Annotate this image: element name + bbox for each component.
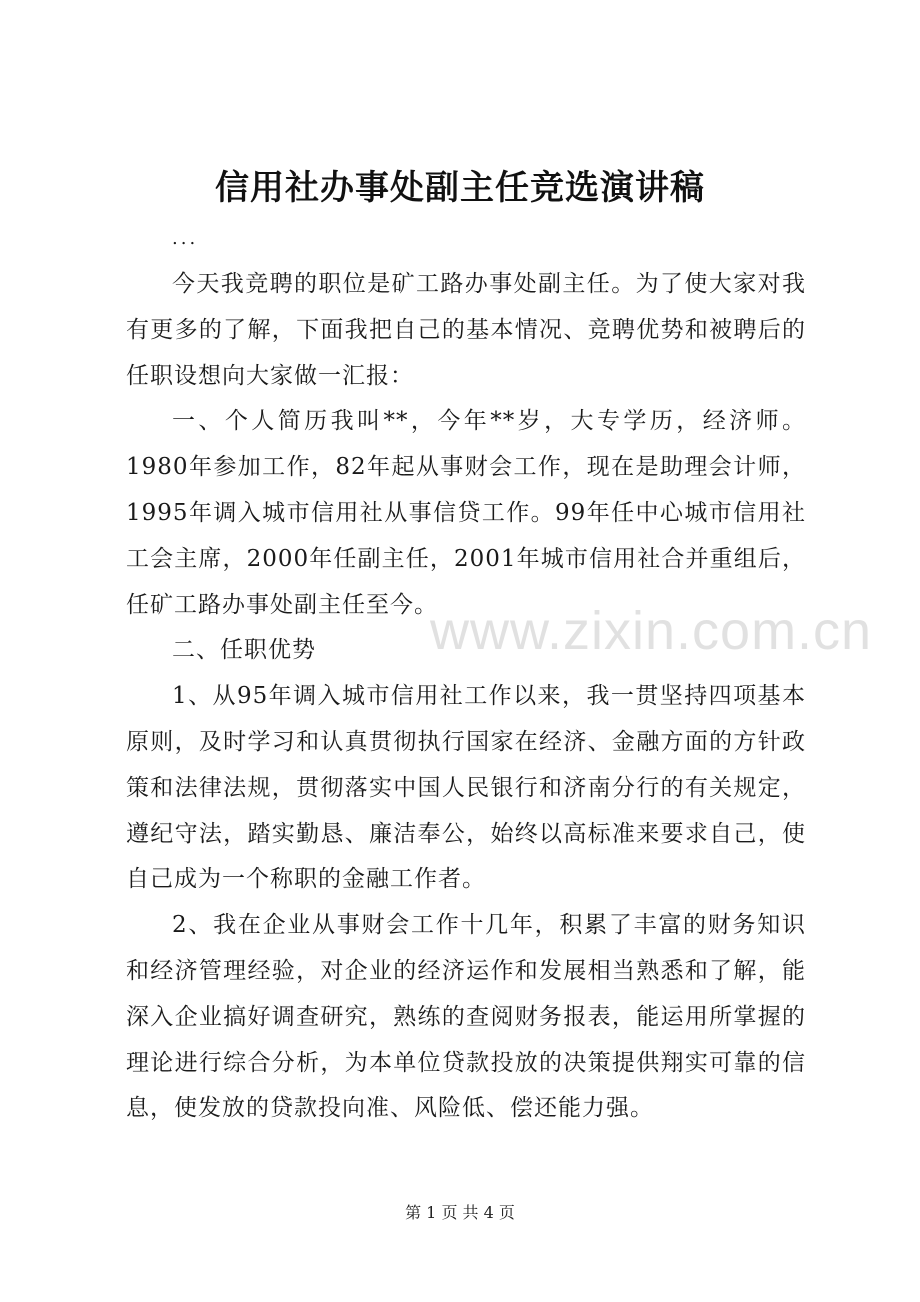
section-heading: 二、任职优势	[172, 637, 316, 664]
watermark: www.zixin.com.cn	[430, 601, 873, 661]
paragraph: 2、我在企业从事财会工作十几年，积累了丰富的财务知识和经济管理经验，对企业的经济运作和发展相当熟悉和了解，能深入企业搞好调查研究，熟练的查阅财务报表，能运用所掌握的理论进行综合分析，为本单位贷款投放的决策提供翔实可靠的信息，使发放的贷款投向准、风险低、偿还能力强。	[126, 912, 806, 1122]
document-body	[126, 262, 806, 1132]
page-footer: 第 1 页 共 4 页	[405, 1203, 515, 1222]
paragraph: 今天我竞聘的职位是矿工路办事处副主任。为了使大家对我有更多的了解，下面我把自己的基本情况、竞聘优势和被聘后的任职设想向大家做一汇报：	[126, 271, 806, 389]
ellipsis-text: ...	[172, 228, 199, 249]
document-title: 信用社办事处副主任竞选演讲稿	[215, 168, 705, 208]
paragraph: 1、从95年调入城市信用社工作以来，我一贯坚持四项基本原则，及时学习和认真贯彻执行国家在经济、金融方面的方针政策和法律法规，贯彻落实中国人民银行和济南分行的有关规定，遵纪守法，踏实勤恳、廉洁奉公，始终以高标准来要求自己，使自己成为一个称职的金融工作者。	[126, 683, 806, 893]
paragraph: 一、个人简历我叫**，今年**岁，大专学历，经济师。1980年参加工作，82年起从事财会工作，现在是助理会计师，1995年调入城市信用社从事信贷工作。99年任中心城市信用社工会主席，2000年任副主任，2001年城市信用社合并重组后，任矿工路办事处副主任至今。	[126, 408, 806, 618]
